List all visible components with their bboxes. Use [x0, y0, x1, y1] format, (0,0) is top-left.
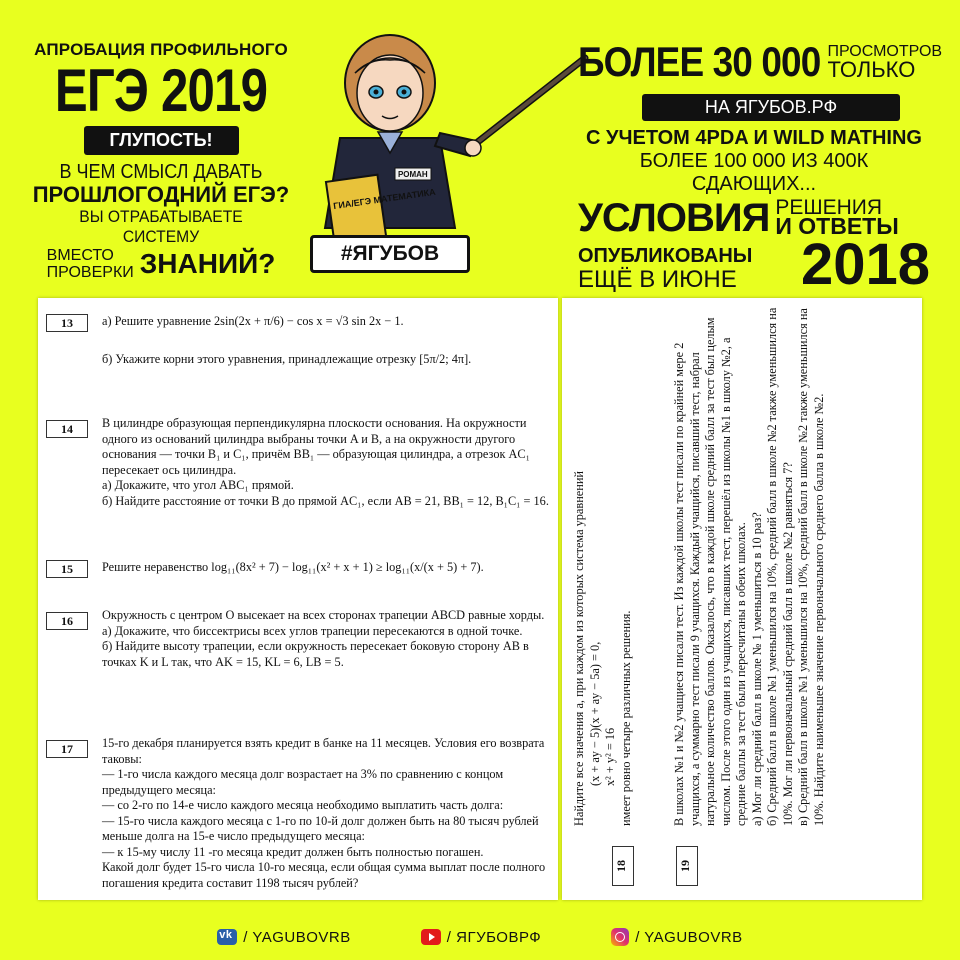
text-practice: ВЫ ОТРАБАТЫВАЕТЕ СИСТЕМУ: [79, 207, 243, 246]
text-check: ПРОВЕРКИ: [46, 264, 134, 281]
text-100000: БОЛЕЕ 100 000 ИЗ 400К СДАЮЩИХ...: [639, 150, 869, 195]
problem-14-a: а) Докажите, что угол ABC₁ прямой.: [102, 478, 294, 492]
problem-19-a: а) Мог ли средний балл в школе № 1 уменьшиться в 10 раз?: [749, 512, 764, 826]
problem-19-c: в) Средний балл в школе №1 уменьшился на 10%, средний балл в школе №2 также уменьшился на 10%. Найдите наименьшее значение первоначального среднего балла в школе №2.: [796, 308, 826, 826]
text-question: В ЧЕМ СМЫСЛ ДАВАТЬ: [59, 161, 263, 183]
problem-17-line3: — со 2-го по 14-е число каждого месяца необходимо выплатить часть долга:: [102, 798, 504, 812]
problem-number: 16: [46, 612, 88, 630]
exam-page-right: [562, 298, 922, 900]
problem-17: [46, 736, 554, 891]
text-instead-row: [30, 247, 292, 281]
published-stack: [578, 244, 752, 292]
problem-19: [672, 306, 827, 886]
text-answers: И ОТВЕТЫ: [775, 213, 899, 239]
problem-number: 15: [46, 560, 88, 578]
problem-18-line2: имеет ровно четыре различных решения.: [618, 610, 633, 826]
vk-handle: / YAGUBOVRB: [243, 928, 351, 946]
problem-19-b: б) Средний балл в школе №1 уменьшился на 10%, средний балл в школе №2 также уменьшился на 10%. Мог ли первоначальный средний балл в школе №2 равняться 7?: [765, 307, 795, 826]
problem-17-line5: — к 15-му числу 11 -го месяца кредит должен быть полностью погашен.: [102, 844, 484, 859]
problem-14: [46, 416, 554, 509]
problem-16-text: Окружность с центром O высекает на всех сторонах трапеции ABCD равные хорды.: [102, 608, 545, 622]
problem-16: [46, 608, 554, 670]
text-published: ОПУБЛИКОВАНЫ: [578, 245, 753, 267]
headline-approbation: АПРОБАЦИЯ ПРОФИЛЬНОГО: [34, 40, 288, 59]
text-more-30000: БОЛЕЕ 30 000: [578, 38, 821, 85]
text-only: ТОЛЬКО: [827, 57, 916, 82]
site-badge: НА ЯГУБОВ.РФ: [642, 94, 900, 121]
text-instead-stack: [47, 247, 134, 281]
pocket-label: РОМАН: [398, 170, 428, 179]
problem-17-line1: 15-го декабря планируется взять кредит в банке на 11 месяцев. Условия его возврата таковы:: [102, 736, 545, 766]
text-instead: ВМЕСТО: [46, 247, 114, 264]
problem-13: [46, 314, 554, 367]
vk-icon: [217, 929, 237, 945]
problem-14-b: б) Найдите расстояние от точки B до прямой AC₁, если AB = 21, BB₁ = 12, B₁C₁ = 16.: [102, 493, 549, 508]
problem-16-b: б) Найдите высоту трапеции, если окружность пересекает боковую сторону AB в точках K и L так, что AK = 15, KL = 6, LB = 5.: [102, 639, 529, 669]
promo-left: [30, 40, 292, 281]
hashtag-badge: #ЯГУБОВ: [310, 235, 470, 273]
problem-17-line6: Какой долг будет 15-го числа 10-го месяца, если общая сумма выплат после полного погашения кредита составит 1198 тысяч рублей?: [102, 860, 546, 890]
text-4pda: С УЧЕТОМ 4PDA И WILD MATHING: [586, 127, 922, 149]
youtube-handle: / ЯГУБОВРФ: [446, 928, 542, 946]
problem-13-a: а) Решите уравнение 2sin(2x + π/6) − cos x = √3 sin 2x − 1.: [102, 314, 404, 328]
text-solutions: РЕШЕНИЯ: [775, 196, 883, 219]
youtube-icon: [421, 929, 441, 945]
problem-19-text: В школах №1 и №2 учащиеся писали тест. Из каждой школы тест писали по крайней мере 2 учащихся, а суммарно тест писали 9 учащихся. Каждый учащийся, писавший тест, набрал натуральное количество баллов. Оказалось, что в каждой школе средний балл за тест был целым числом. После этого один из учащихся, писавших тест, перешёл из школы №1 в школу №2, а средние баллы за тест были пересчитаны в обеих школах.: [672, 317, 748, 826]
book-label: ГИА/ЕГЭ МАТЕМАТИКА: [332, 186, 437, 212]
solutions-stack: [775, 196, 899, 239]
text-last-year: ПРОШЛОГОДНИЙ ЕГЭ?: [32, 182, 290, 207]
published-row: [578, 232, 930, 297]
problem-14-text: В цилиндре образующая перпендикулярна плоскости основания. На окружности одного из оснований цилиндра выбраны точки A и B, а на окружности другого основания — точки B₁ и C₁, причём BB₁ — образующая цилиндра, а отрезок AC₁ пересекает ось цилиндра.: [102, 416, 530, 477]
youtube-link[interactable]: [421, 929, 541, 946]
problem-15-text: Решите неравенство log₁₁(8x² + 7) − log₁₁(x² + x + 1) ≥ log₁₁(x/(x + 5) + 7).: [102, 560, 484, 574]
problem-17-line2: — 1-го числа каждого месяца долг возрастает на 3% по сравнению с концом предыдущего месяца:: [102, 767, 504, 797]
instagram-link[interactable]: [611, 928, 742, 946]
problem-18-eq2: x² + y² = 16: [603, 727, 617, 786]
problem-number: 18: [612, 846, 634, 886]
problem-15: [46, 560, 554, 576]
exam-page-left: [38, 298, 558, 900]
problem-17-line4: — 15-го числа каждого месяца с 1-го по 10-й долг должен быть на 80 тысяч рублей меньше долга на 15-е число предыдущего месяца:: [102, 813, 539, 843]
problem-number: 19: [676, 846, 698, 886]
problem-18: [572, 306, 634, 886]
text-year-2018: 2018: [800, 232, 930, 297]
badge-nonsense: ГЛУПОСТЬ!: [84, 126, 239, 155]
views-row: [578, 38, 943, 86]
views-stack: [827, 44, 942, 80]
problem-16-a: а) Докажите, что биссектрисы всех углов трапеции пересекаются в одной точке.: [102, 623, 523, 638]
rotated-content: [562, 298, 922, 900]
promo-right: [578, 38, 943, 297]
text-conditions: УСЛОВИЯ: [578, 196, 770, 240]
problem-number: 13: [46, 314, 88, 332]
problem-13-b: б) Укажите корни этого уравнения, принадлежащие отрезку [5π/2; 4π].: [102, 351, 472, 366]
instagram-handle: / YAGUBOVRB: [635, 928, 743, 946]
headline-ege-2019: ЕГЭ 2019: [54, 57, 268, 124]
problem-18-line1: Найдите все значения a, при каждом из которых система уравнений: [572, 471, 586, 826]
social-footer: [0, 922, 960, 952]
instagram-icon: [611, 928, 629, 946]
vk-link[interactable]: [217, 929, 350, 946]
problem-18-eq1: (x + ay − 5)(x + ay − 5a) = 0,: [587, 641, 602, 786]
text-june: ЕЩЁ В ИЮНЕ: [578, 266, 737, 293]
problem-number: 17: [46, 740, 88, 758]
text-views: ПРОСМОТРОВ: [827, 43, 943, 60]
problem-number: 14: [46, 420, 88, 438]
text-knowledge: ЗНАНИЙ?: [139, 248, 276, 279]
